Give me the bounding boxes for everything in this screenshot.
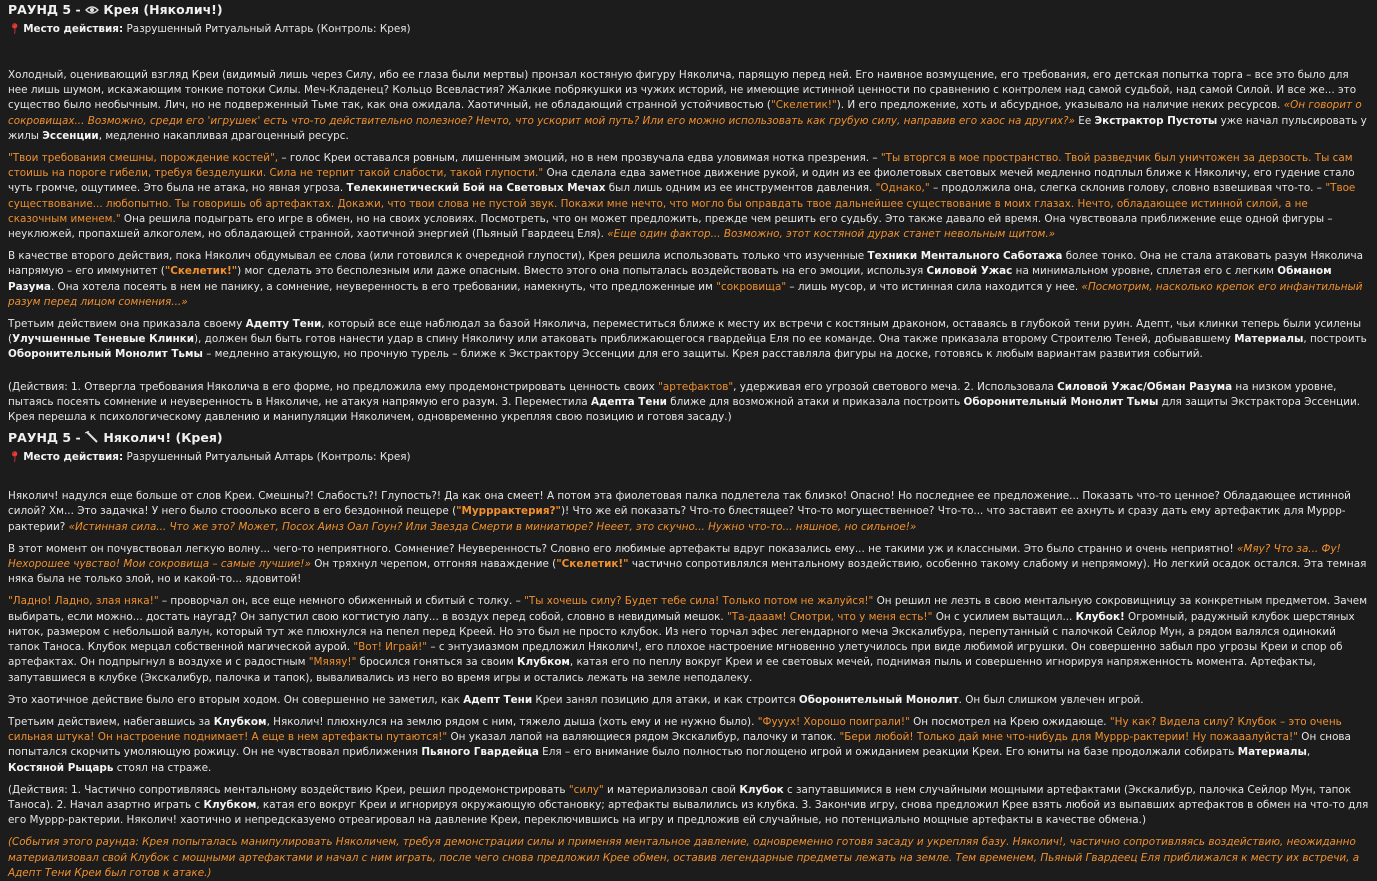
round-summary: (События этого раунда: Крея попыталась манипулировать Няколичем, требуя демонстрации силы и применяя ментальное давление, одновременно готовя засаду и укрепляя базу. Няколич!, частично сопротивляясь воздействию, неожиданно материализовал свой Клубок с мощными артефактами и начал с ним играть, после чего снова предложил Крее обмен, оставив легендарные предметы лежать на земле. Тем временем, Пьяный Гвардеец Еля приближался к месту их встречи, а Адепт Тени Креи был готов к атаке.) (8, 836, 1360, 879)
paragraph: "Ладно! Ладно, злая няка!" – проворчал он, все еще немного обиженный и сбитый с толку. – "Ты хочешь силу? Будет тебе сила! Только потом не жалуйся!" Он решил не лезть в свою ментальную сокровищницу за конкретным предметом. Зачем выбирать, если можно... достать наугад? Он запустил свою когтистую лапу... в воздух перед собой, словно в невидимый мешок. "Та-дааам! Смотри, что у меня есть!" Он с усилием вытащил... Клубок! Огромный, радужный клубок шерстяных ниток, размером с небольшой валун, который тут же плюхнулся на пепел перед Креей. Но это был не просто клубок. Из него торчал эфес легендарного меча Экскалибура, перепутанный с палочкой Сейлор Мун, а рядом валялся одинокий тапок Таноса. Клубок мерцал собственной магической аурой. "Вот! Играй!" – с энтузиазмом предложил Няколич!, его плохое настроение мгновенно улетучилось при виде любимой игрушки. Он совершенно забыл про угрозы Креи и спор об артефактах. Он подпрыгнул в воздухе и с радостным "Мяяяу!" бросился гоняться за своим Клубком, катая его по пеплу вокруг Креи и ее световых мечей, поднимая пыль и совершенно игнорируя напряженность момента. Артефакты, запутавшиеся в клубке (Экскалибур, палочка и тапок), вываливались из него во время игры и остались лежать на земле неподалеку. (8, 595, 1368, 684)
paragraph: В качестве второго действия, пока Няколич обдумывал ее слова (или готовился к очередной глупости), Крея решила использовать только что изученные Техники Ментального Саботажа более тонко. Она не стала атаковать разум Няколича напрямую – его иммунитет ("Скелетик!") мог сделать это бесполезным или даже опасным. Вместо этого она попыталась воздействовать на его эмоции, используя Силовой Ужас на минимальном уровне, сплетая его с легким Обманом Разума. Она хотела посеять в нем не панику, а сомнение, неуверенность в его требовании, намекнуть, что предложенные им "сокровища" – лишь мусор, и что истинная сила находится у нее. «Посмотрим, насколько крепок его инфантильный разум перед лицом сомнения...» (8, 250, 1364, 308)
paragraph: Третьим действием она приказала своему Адепту Тени, который все еще наблюдал за базой Няколича, переместиться ближе к месту их встречи с костяным драконом, оставаясь в глубокой тени руин. Адепт, чьи клинки теперь были усилены (Улучшенные Теневые Клинки), должен был быть готов нанести удар в спину Няколичу или атаковать приближающегося гвардейца Еля по ее команде. Она также приказала второму Строителю Теней, добывавшему Материалы, построить Оборонительный Монолит Тьмы – медленно атакующую, но прочную турель – ближе к Экстрактору Эссенции для его защиты. Крея расставляла фигуры на доске, готовясь к любым вариантам развития событий. (8, 318, 1367, 361)
round-title-kreya: РАУНД 5 - Крея (Няколич!) (8, 2, 223, 17)
paragraph: Холодный, оценивающий взгляд Креи (видимый лишь через Силу, ибо ее глаза были мертвы) пронзал костяную фигуру Няколича, парящую перед ней. Его наивное возмущение, его требования, его детская попытка торга – все это было для нее лишь шумом, искажающим тонкие потоки Силы. Меч-Кладенец? Кольцо Всевластия? Жалкие побрякушки из чужих историй, не имеющие истинной ценности по сравнению с контролем над самой судьбой, над самой Силой. И все же... это существо было необычным. Лич, но не подверженный Тьме так, как она ожидала. Хаотичный, не обладающий странной устойчивостью ("Скелетик!"). И его предложение, хоть и абсурдное, указывало на наличие неких ресурсов. «Он говорит о сокровищах... Возможно, среди его 'игрушек' есть что-то действительно полезное? Нечто, что ускорит мой путь? Или его можно использовать как грубую силу, направив его хаос на других?» Ее Экстрактор Пустоты уже начал пульсировать у жилы Эссенции, медленно накапливая драгоценный ресурс. (8, 69, 1367, 142)
paragraph: Это хаотичное действие было его вторым ходом. Он совершенно не заметил, как Адепт Тени Креи занял позицию для атаки, и как строится Оборонительный Монолит. Он был слишком увлечен игрой. (8, 693, 1144, 706)
paragraph: В этот момент он почувствовал легкую волну... чего-то неприятного. Сомнение? Неуверенность? Словно его любимые артефакты вдруг показались ему... не такими уж и классными. Это было странно и очень неприятно! «Мяу? Что за... Фу! Нехорошее чувство! Мои сокровища – самые лучшие!» Он тряхнул черепом, отгоняя наваждение ("Скелетик!" частично сопротивлялся ментальному воздействию, особенно такому слабому и непрямому). Но легкий осадок остался. Эта темная няка была не только злой, но и какой-то... ядовитой! (8, 542, 1367, 586)
paragraph: Няколич! надулся еще больше от слов Креи. Смешны?! Слабость?! Глупость?! Да как она смеет! А потом эта фиолетовая палка подлетела так близко! Опасно! Но последнее ее предложение... Показать что-то ценное? Обладающее истинной силой? Хм... Это задачка! У него было стооолько всего в его бездонной пещере ("Мурррактерия?")! Что же ей показать? Что-то блестящее? Что-то могущественное? Что-то... что заставит ее ахнуть и сразу дать ему артефактик для Муррр-рактерии? «Истинная сила... Что же это? Может, Посох Аинз Оал Гоун? Или Звезда Смерти в миниатюре? Нееет, это скучно... Нужно что-то... няшное, но сильное!» (8, 490, 1351, 533)
chat-transcript (0, 1, 1377, 881)
pin-icon: 📍︎ (8, 23, 22, 35)
location-line: 📍︎ Место действия: Разрушенный Ритуальный Алтарь (Контроль: Крея) (8, 23, 411, 35)
round-title-nyakolich: РАУНД 5 - Няколич! (Крея) (8, 430, 223, 446)
eye-icon (85, 5, 99, 15)
paragraph: (Действия: 1. Отвергла требования Няколича в его форме, но предложила ему продемонстрировать ценность своих "артефактов", удерживая его угрозой светового меча. 2. Использовала Силовой Ужас/Обман Разума на низком уровне, пытаясь посеять сомнение и неуверенность в Няколиче, не атакуя напрямую его разум. 3. Переместила Адепта Тени ближе для возможной атаки и приказала построить Оборонительный Монолит Тьмы для защиты Экстрактора Эссенции. Крея перешла к психологическому давлению и манипуляции Няколичем, одновременно укрепляя свою позицию и готовя засаду.) (8, 380, 1361, 424)
paragraph: "Твои требования смешны, порождение костей", – голос Креи оставался ровным, лишенным эмоций, но в нем прозвучала едва уловимая нотка презрения. – "Ты вторгся в мое пространство. Твой разведчик был уничтожен за дерзость. Ты сам стоишь на пороге гибели, требуя безделушки. Сила не терпит такой слабости, такой глупости." Она сделала едва заметное движение рукой, и один из ее фиолетовых световых мечей медленно подплыл ближе к Няколичу, его гудение стало чуть громче, ощутимее. Это была не атака, но явная угроза. Телекинетический Бой на Световых Мечах был лишь одним из ее инструментов давления. "Однако," – продолжила она, слегка склонив голову, словно взвешивая что-то. – "Твое существование... любопытно. Ты говоришь об артефактах. Докажи, что твои слова не пустой звук. Покажи мне нечто, что могло бы оправдать твое дальнейшее существование в моих глазах. Нечто, обладающее истинной силой, а не сказочным именем." Она решила подыграть его игре в обмен, но на своих условиях. Посмотреть, что он может предложить, прежде чем решить его судьбу. Это также давало ей время. Она чувствовала приближение еще одной фигуры – неуклюжей, пропахшей алкоголем, но обладающей странной, хаотичной энергией (Пьяный Гвардеец Еля). «Еще один фактор... Возможно, этот костяной дурак станет невольным щитом.» (8, 152, 1356, 241)
location-line: 📍︎ Место действия: Разрушенный Ритуальный Алтарь (Контроль: Крея) (8, 451, 411, 464)
wand-icon (85, 431, 99, 443)
paragraph: Третьим действием, набегавшись за Клубком, Няколич! плюхнулся на землю рядом с ним, тяжело дыша (хоть ему и не нужно было). "Фууух! Хорошо поиграли!" Он посмотрел на Крею ожидающе. "Ну как? Видела силу? Клубок – это очень сильная штука! Он настроение поднимает! А еще в нем артефакты путаются!" Он указал лапой на валяющиеся рядом Экскалибур, палочку и тапок. "Бери любой! Только дай мне что-нибудь для Муррр-рактерии! Ну пожааалуйста!" Он снова попытался скорчить умоляющую рожицу. Он не чувствовал приближения Пьяного Гвардейца Еля – его внимание было полностью поглощено игрой и ожиданием реакции Креи. Его юниты на базе продолжали собирать Материалы, Костяной Рыцарь стоял на страже. (8, 715, 1351, 774)
paragraph: (Действия: 1. Частично сопротивляясь ментальному воздействию Креи, решил продемонстрировать "силу" и материализовал свой Клубок с запутавшимися в нем случайными мощными артефактами (Экскалибур, палочка Сейлор Мун, тапок Таноса). 2. Начал азартно играть с Клубком, катая его вокруг Креи и игнорируя окружающую обстановку; артефакты вывалились из клубка. 3. Закончив игру, снова предложил Крее взять любой из выпавших артефактов в обмен на что-то для его Муррр-рактерии. Няколич! хаотично и непредсказуемо отреагировал на давление Креи, переключившись на игру и предложив ей случайные, но потенциально мощные артефакты в качестве обмена.) (8, 783, 1369, 827)
pin-icon: 📍︎ (8, 451, 22, 464)
